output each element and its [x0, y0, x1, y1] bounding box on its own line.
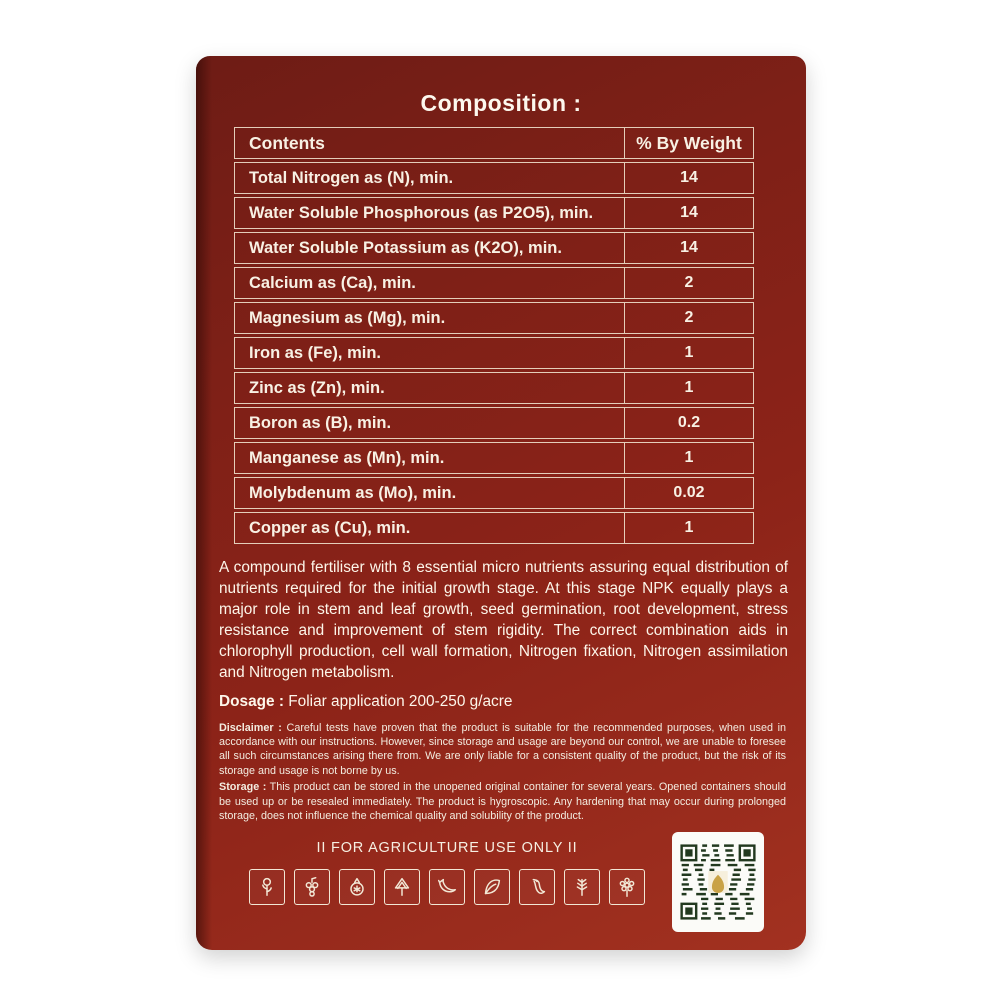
- crop-icon-leafy-vegetable: [474, 869, 510, 905]
- row-value: 1: [684, 379, 694, 396]
- table-row: [234, 302, 754, 334]
- table-row: [234, 267, 754, 299]
- table-row: [234, 197, 754, 229]
- row-value: 14: [680, 204, 698, 221]
- table-row: [234, 407, 754, 439]
- label-panel: [196, 56, 806, 950]
- row-label: Magnesium as (Mg), min.: [235, 303, 625, 333]
- row-value: 2: [684, 309, 694, 326]
- crop-icon-pomegranate: [339, 869, 375, 905]
- disclaimer-label: Disclaimer :: [219, 721, 282, 734]
- footer: [236, 832, 764, 932]
- row-value: 0.2: [677, 414, 701, 431]
- dosage-text: Foliar application 200-250 g/acre: [288, 692, 513, 710]
- composition-title: Composition :: [420, 90, 582, 116]
- table-row: [234, 232, 754, 264]
- dosage-label: Dosage :: [219, 692, 284, 710]
- header-weight: % By Weight: [636, 132, 742, 153]
- disclaimer-body: Careful tests have proven that the product is suitable for the recommended purposes, when used in accordance with our instructions. However, since storage and usage are beyond our control, we are unable to foresee all such circumstances arising there from. We are only liable for a consistent quality of the product, but the risk of its storage and usage is not borne by us.: [219, 721, 787, 777]
- row-label: Calcium as (Ca), min.: [235, 268, 625, 298]
- crop-icons-row: [236, 869, 658, 905]
- row-value: 1: [684, 519, 694, 536]
- storage-body: This product can be stored in the unopened original container for several years. Opened containers should be used up or be resealed immediately. The product is hygroscopic. Any hardening that may occur during prolonged storage, does not influence the chemical quality and solubility of the product.: [219, 781, 786, 823]
- table-row: [234, 512, 754, 544]
- row-label: Manganese as (Mn), min.: [235, 443, 625, 473]
- crop-icon-chilli: [519, 869, 555, 905]
- row-label: Water Soluble Phosphorous (as P2O5), min.: [235, 198, 625, 228]
- crop-icon-flower: [609, 869, 645, 905]
- table-row: [234, 442, 754, 474]
- disclaimer-text: [219, 721, 786, 779]
- crop-icon-tree: [384, 869, 420, 905]
- row-value: 0.02: [673, 484, 705, 501]
- table-header-row: [234, 127, 754, 159]
- composition-table: [234, 127, 754, 544]
- table-row: [234, 162, 754, 194]
- storage-label: Storage :: [219, 781, 267, 794]
- row-label: Molybdenum as (Mo), min.: [235, 478, 625, 508]
- row-value: 1: [684, 449, 694, 466]
- table-row: [234, 372, 754, 404]
- row-label: Total Nitrogen as (N), min.: [235, 163, 625, 193]
- crop-icon-cotton: [249, 869, 285, 905]
- row-value: 2: [684, 274, 694, 291]
- table-row: [234, 477, 754, 509]
- crop-icon-grapes: [294, 869, 330, 905]
- dosage-line: [219, 693, 788, 711]
- storage-text: [219, 780, 786, 823]
- footer-left: [236, 832, 658, 905]
- row-label: Boron as (B), min.: [235, 408, 625, 438]
- row-value: 14: [680, 169, 698, 186]
- row-value: 14: [680, 239, 698, 256]
- table-row: [234, 337, 754, 369]
- row-label: Water Soluble Potassium as (K2O), min.: [235, 233, 625, 263]
- qr-code: [672, 832, 764, 932]
- header-contents: Contents: [235, 128, 625, 158]
- row-label: Iron as (Fe), min.: [235, 338, 625, 368]
- crop-icon-paddy: [564, 869, 600, 905]
- row-label: Copper as (Cu), min.: [235, 513, 625, 543]
- agriculture-use-only-text: II FOR AGRICULTURE USE ONLY II: [316, 839, 578, 856]
- product-description: A compound fertiliser with 8 essential micro nutrients assuring equal distribution of nutrients required for the initial growth stage. At this stage NPK equally plays a major role in stem and leaf growth, seed germination, root development, stress resistance and improvement of stem rigidity. The correct combination aids in chlorophyll production, cell wall formation, Nitrogen fixation, Nitrogen assimilation and Nitrogen metabolism.: [219, 559, 788, 682]
- row-value: 1: [684, 344, 694, 361]
- crop-icon-banana: [429, 869, 465, 905]
- row-label: Zinc as (Zn), min.: [235, 373, 625, 403]
